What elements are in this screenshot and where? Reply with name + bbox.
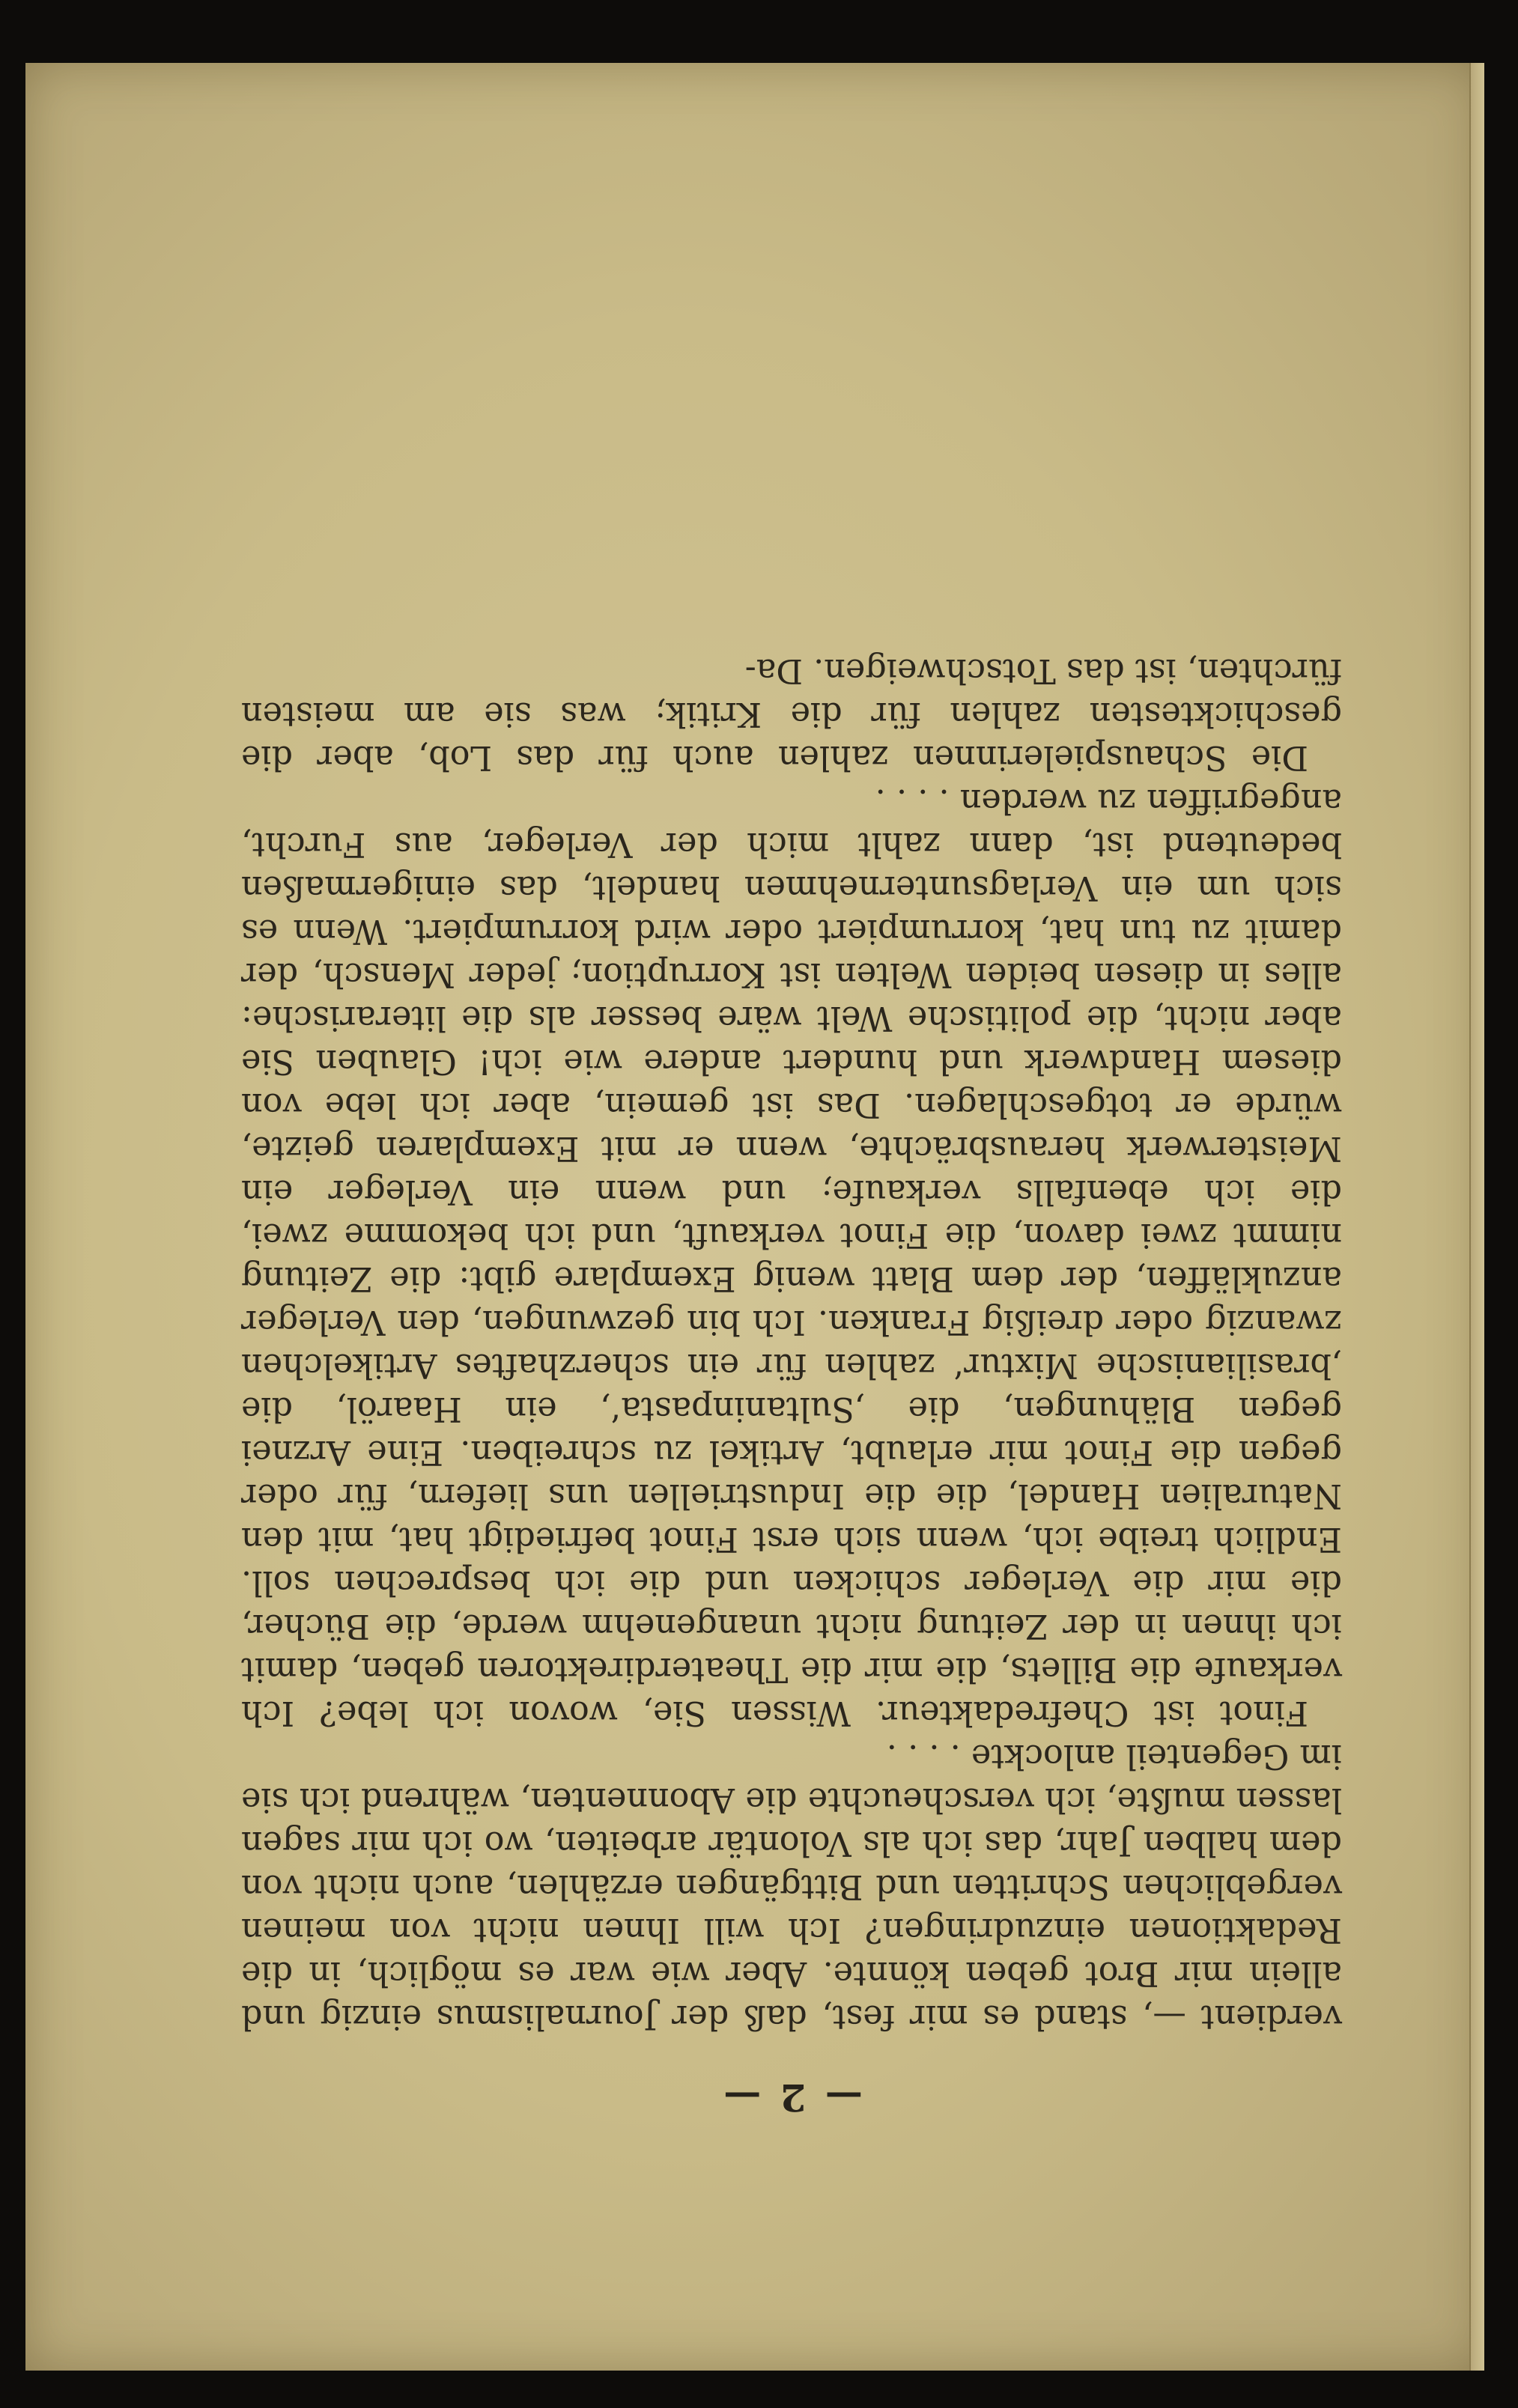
text-block — [241, 648, 1342, 2120]
upside-down-page-content — [25, 63, 1484, 2371]
paragraph-1: verdient —, stand es mir fest, daß der Journalismus einzig und allein mir Brot geben könnte. Aber wie war es möglich, in die Redaktionen einzudringen? Ich will Ihnen nicht von meinen vergeblichen Schritten und Bittgängen erzählen, auch nicht von dem halben Jahr, das ich als Volontär arbeiten, wo ich mir sagen lassen mußte, ich verscheuchte die Abonnenten, während ich sie im Gegenteil anlockte . . . . — [241, 1737, 1342, 2036]
paragraph-3: Die Schauspielerinnen zahlen auch für das Lob, aber die geschicktesten zahlen für die Kritik; was sie am meisten fürchten, ist das Totschweigen. Da- — [241, 651, 1342, 776]
paragraph-2: Finot ist Chefredakteur. Wissen Sie, wovon ich lebe? Ich verkaufe die Billets, die mir die Theaterdirektoren geben, damit ich ihnen in der Zeitung nicht unangenehm werde, die Bücher, die mir die Verleger schicken und die ich besprechen soll. Endlich treibe ich, wenn sich erst Finot befriedigt hat, mit den Naturalien Handel, die die Industriellen uns liefern, für oder gegen die Finot mir erlaubt, Artikel zu schreiben. Eine Arznei gegen Blähungen, die ‚Sultaninpasta‘, ein Haaröl, die ‚brasilianische Mixtur‘ zahlen für ein scherzhaftes Artikelchen zwanzig oder dreißig Franken. Ich bin gezwungen, den Verleger anzukläffen, der dem Blatt wenig Exemplare gibt: die Zeitung nimmt zwei davon, die Finot verkauft, und ich bekomme zwei, die ich ebenfalls verkaufe; und wenn ein Verleger ein Meisterwerk herausbrächte, wenn er mit Exemplaren geizte, würde er totgeschlagen. Das ist gemein, aber ich lebe von diesem Handwerk und hundert andere wie ich! Glauben Sie aber nicht, die politische Welt wäre besser als die literarische: alles in diesen beiden Welten ist Korruption; jeder Mensch, der damit zu tun hat, korrumpiert oder wird korrumpiert. Wenn es sich um ein Verlagsunternehmen handelt, das einigermaßen bedeutend ist, dann zahlt mich der Verleger, aus Furcht, angegriffen zu werden . . . . — [241, 782, 1342, 1732]
page-number: — 2 — — [720, 2076, 863, 2120]
book-page — [25, 63, 1484, 2371]
